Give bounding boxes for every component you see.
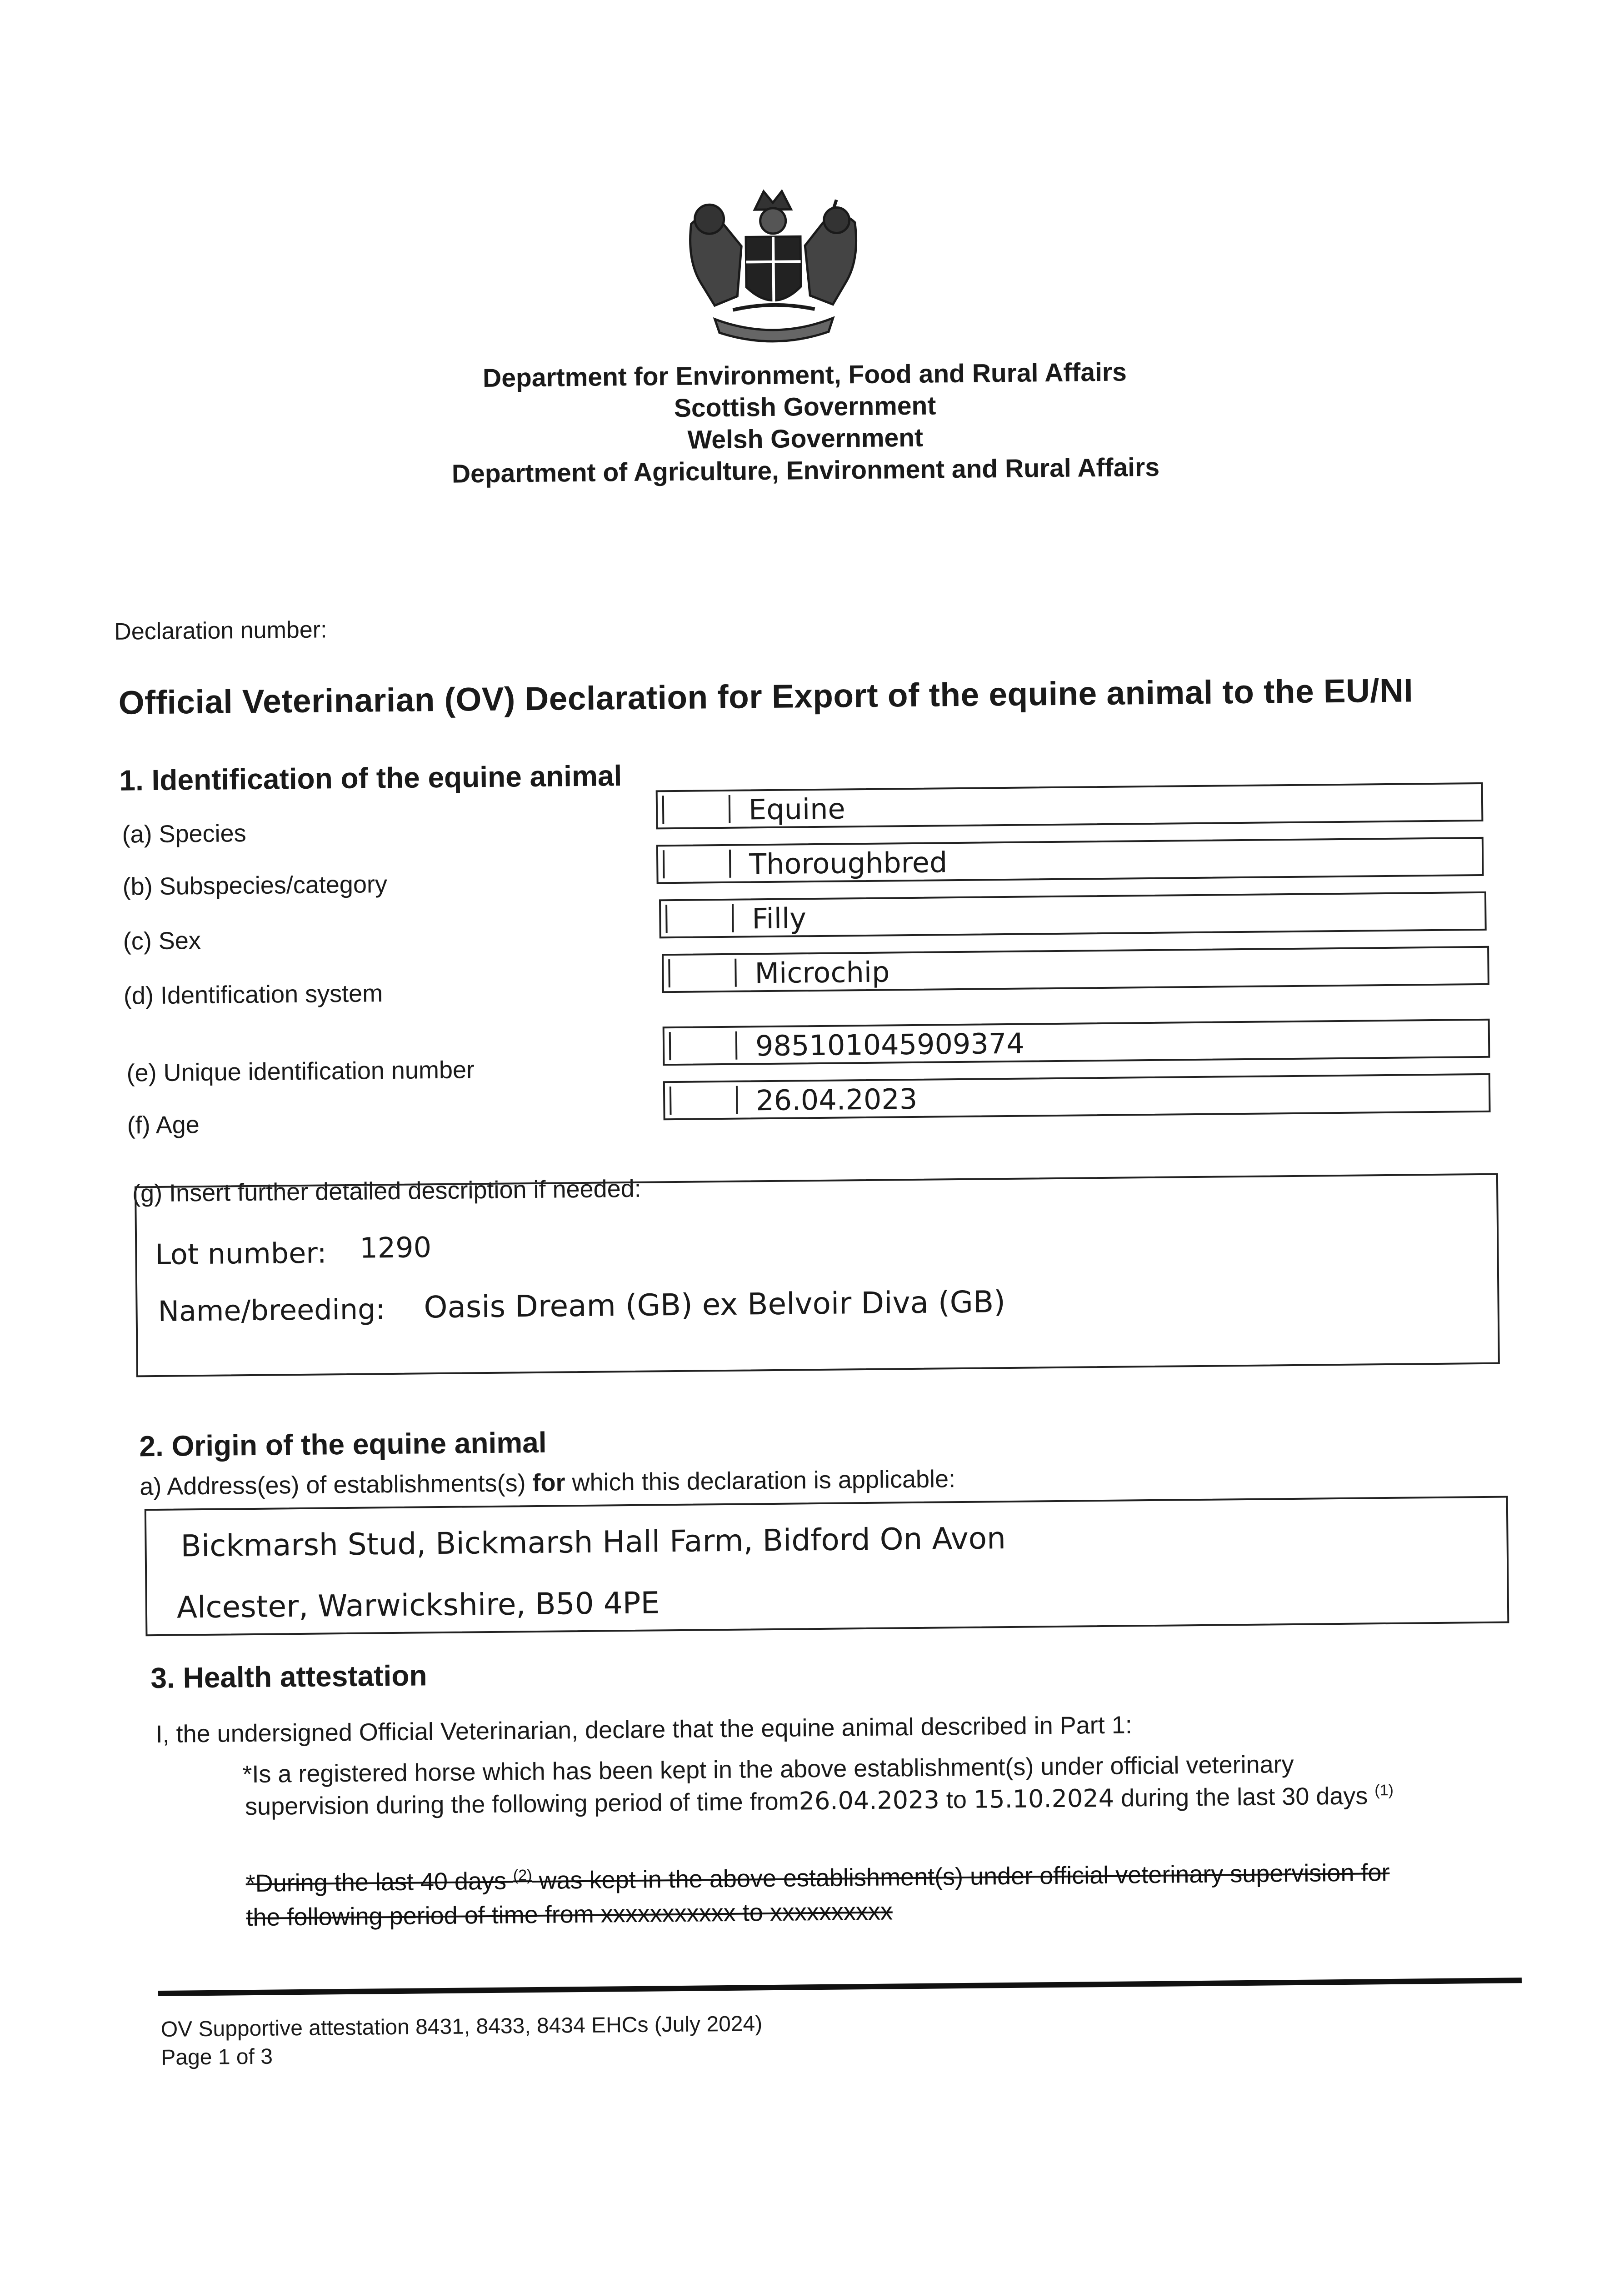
species-checkbox[interactable] bbox=[662, 795, 731, 824]
id-system-field[interactable] bbox=[662, 946, 1489, 993]
option-1-text-pre: supervision during the following period of time from bbox=[245, 1787, 799, 1821]
page-title: Official Veterinarian (OV) Declaration for Export of the equine animal to the EU/NI bbox=[118, 672, 1414, 721]
subspecies-field[interactable] bbox=[656, 837, 1484, 884]
attestation-option-1-line-2 bbox=[245, 1781, 1394, 1821]
health-attestation-intro: I, the undersigned Official Veterinarian, declare that the equine animal described in Part 1: bbox=[155, 1711, 1133, 1748]
sex-label: (c) Sex bbox=[123, 927, 201, 955]
sex-value: Filly bbox=[752, 901, 807, 936]
option-2-text-post: was kept in the above establishment(s) under official veterinary supervision for bbox=[532, 1859, 1390, 1895]
page-number-current: 1 bbox=[218, 2045, 230, 2069]
name-breeding-label: Name/breeding: bbox=[158, 1292, 385, 1328]
attestation-option-2-line-2-struck: the following period of time from xxxxxxxxxxx to xxxxxxxxxx bbox=[246, 1898, 893, 1932]
address-instruction-bold: for bbox=[532, 1469, 565, 1497]
unique-id-field[interactable] bbox=[663, 1019, 1490, 1066]
footnote-1-marker: (1) bbox=[1374, 1781, 1394, 1799]
address-instruction-pre: a) Address(es) of establishments(s) bbox=[140, 1469, 533, 1501]
unique-id-checkbox[interactable] bbox=[669, 1031, 738, 1060]
attestation-option-2-line-1-struck bbox=[245, 1858, 1389, 1898]
header-org-defra: Department for Environment, Food and Rural Affairs bbox=[482, 357, 1127, 393]
sex-field[interactable] bbox=[659, 891, 1487, 938]
header-org-daera: Department of Agriculture, Environment and Rural Affairs bbox=[451, 452, 1160, 489]
subspecies-checkbox[interactable] bbox=[663, 850, 731, 878]
species-field[interactable] bbox=[656, 782, 1484, 829]
subspecies-label: (b) Subspecies/category bbox=[122, 871, 388, 901]
age-checkbox[interactable] bbox=[670, 1086, 738, 1115]
attestation-option-1-line-1: *Is a registered horse which has been kept in the above establishment(s) under official veterinary bbox=[242, 1751, 1294, 1788]
address-line-1: Bickmarsh Stud, Bickmarsh Hall Farm, Bidford On Avon bbox=[180, 1521, 1006, 1564]
further-description-label: (g) Insert further detailed description if needed: bbox=[132, 1175, 642, 1207]
option-1-text-post: during the last 30 days bbox=[1114, 1782, 1375, 1812]
name-breeding-value: Oasis Dream (GB) ex Belvoir Diva (GB) bbox=[424, 1284, 1006, 1325]
footer-reference: OV Supportive attestation 8431, 8433, 8434 EHCs (July 2024) bbox=[160, 2012, 763, 2042]
sex-checkbox[interactable] bbox=[665, 904, 734, 933]
section-1-heading: 1. Identification of the equine animal bbox=[119, 759, 622, 797]
unique-id-value: 985101045909374 bbox=[755, 1026, 1025, 1063]
address-line-2: Alcester, Warwickshire, B50 4PE bbox=[176, 1585, 660, 1625]
to-word: to bbox=[939, 1786, 974, 1814]
section-3-heading: 3. Health attestation bbox=[150, 1659, 427, 1695]
footnote-2-marker: (2) bbox=[513, 1867, 532, 1884]
header-org-scottish-gov: Scottish Government bbox=[674, 391, 936, 423]
lot-number-value: 1290 bbox=[359, 1231, 432, 1265]
section-2-heading: 2. Origin of the equine animal bbox=[139, 1426, 547, 1463]
species-value: Equine bbox=[748, 792, 845, 826]
page-number bbox=[161, 2043, 273, 2072]
declaration-number-label: Declaration number: bbox=[114, 616, 327, 645]
page-number-total: of 3 bbox=[230, 2044, 273, 2069]
address-box[interactable] bbox=[145, 1496, 1509, 1636]
id-system-checkbox[interactable] bbox=[668, 959, 737, 987]
subspecies-value: Thoroughbred bbox=[749, 846, 948, 881]
footer-divider bbox=[158, 1978, 1522, 1996]
date-to-value: 15.10.2024 bbox=[973, 1783, 1114, 1814]
species-label: (a) Species bbox=[122, 820, 246, 848]
date-from-value: 26.04.2023 bbox=[799, 1785, 940, 1816]
id-system-label: (d) Identification system bbox=[123, 980, 383, 1010]
option-2-text-pre: *During the last 40 days bbox=[245, 1867, 514, 1898]
further-description-box[interactable] bbox=[135, 1173, 1500, 1377]
lot-number-label: Lot number: bbox=[155, 1236, 327, 1272]
age-label: (f) Age bbox=[127, 1111, 200, 1139]
page-number-pre: Page bbox=[161, 2045, 219, 2070]
id-system-value: Microchip bbox=[755, 955, 890, 990]
address-instruction bbox=[140, 1465, 955, 1501]
age-value: 26.04.2023 bbox=[755, 1082, 918, 1117]
address-instruction-post: which this declaration is applicable: bbox=[565, 1465, 956, 1497]
header-org-welsh-gov: Welsh Government bbox=[687, 423, 924, 455]
age-field[interactable] bbox=[663, 1073, 1491, 1120]
royal-coat-of-arms-icon bbox=[673, 181, 874, 347]
unique-id-label: (e) Unique identification number bbox=[126, 1056, 475, 1087]
